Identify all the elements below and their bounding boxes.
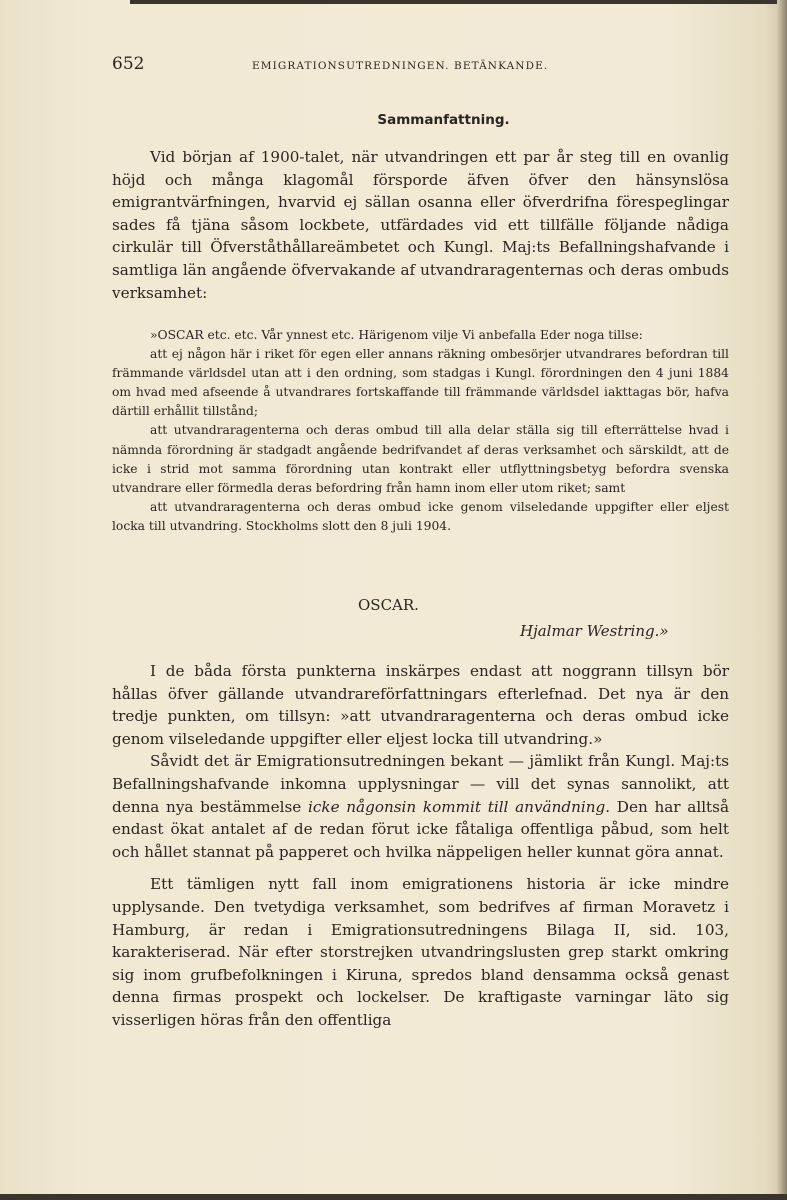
paragraph-3-end: Den har alltså endast ökat antalet af de redan förut icke fåtaliga offentliga påbud, som helt och hållet stannat på papperet och hvilka näppeligen heller kunnat göra annat. xyxy=(112,797,729,861)
main-body xyxy=(112,660,729,1032)
circular-block xyxy=(112,326,729,536)
section-title: Sammanfattning. xyxy=(377,112,510,128)
paragraph-3 xyxy=(112,750,729,863)
bottom-edge-rule xyxy=(0,1194,787,1200)
intro-paragraph: Vid början af 1900-talet, när utvandringen ett par år steg till en ovanlig höjd och många klagomål försporde äfven öfver den hänsynslösa emigrantvärfningen, hvarvid ej sällan osanna eller öfverdrifna förespeglingar sades få tjäna såsom lockbete, utfärdades vid ett tillfälle följande nådiga cirkulär till Öfverståthållareämbetet och Kungl. Maj:ts Befallningshafvande i samtliga län angående öfvervakande af utvandraragenternas och deras ombuds verksamhet: xyxy=(112,148,729,302)
running-head: EMIGRATIONSUTREDNINGEN. BETÄNKANDE. xyxy=(252,60,549,72)
paragraph-3-emphasis: icke någonsin kommit till användning. xyxy=(308,797,611,816)
paragraph-2: I de båda första punkterna inskärpes endast att noggrann tillsyn bör hållas öfver gällande utvandrareförfattningars efterlefnad. Det nya är den tredje punkten, om tillsyn: »att utvandraragenterna och deras ombud icke genom vilseledande uppgifter eller eljest locka till utvandring.» xyxy=(112,662,729,748)
paragraph-3-start: Såvidt det är Emigrationsutredningen bekant — jämlikt från Kungl. Maj:ts Befallningshafvande inkomna upplysningar — vill det synas sannolikt, att denna nya bestämmelse xyxy=(112,752,729,816)
signature-king: OSCAR. xyxy=(358,596,419,614)
circular-opening: »OSCAR etc. etc. Vår ynnest etc. Härigenom vilje Vi anbefalla Eder noga tillse: xyxy=(150,328,643,342)
intro-block xyxy=(112,146,729,304)
page-header xyxy=(112,54,732,76)
circular-item-2: att utvandraragenterna och deras ombud till alla delar ställa sig till efterrättelse hvad i nämnda förordning är stadgadt angående bedrifvandet af deras verksamhet och särskildt, att de icke i strid mot samma förordning utan kontrakt eller utflyttningsbetyg befordra svenska utvandrare eller förmedla deras befordring från hamn inom eller utom riket; samt xyxy=(112,423,729,495)
page-binding-edge xyxy=(777,0,787,1200)
top-edge-rule xyxy=(130,0,787,4)
section-title-wrap xyxy=(0,112,787,128)
paragraph-4: Ett tämligen nytt fall inom emigrationens historia är icke mindre upplysande. Den tvetydiga verksamhet, som bedrifves af firman Moravetz i Hamburg, är redan i Emigrationsutredningens Bilaga II, sid. 103, karakteriserad. När efter storstrejken utvandringslusten grep starkt omkring sig inom grufbefolkningen i Kiruna, spredos bland densamma också genast denna firmas prospekt och lockelser. De kraftigaste varningar läto sig visserligen höras från den offentliga xyxy=(112,875,729,1029)
page-number: 652 xyxy=(112,54,145,74)
circular-item-3: att utvandraragenterna och deras ombud icke genom vilseledande uppgifter eller eljest locka till utvandring. Stockholms slott den 8 juli 1904. xyxy=(112,499,729,533)
signature-minister: Hjalmar Westring.» xyxy=(520,622,669,640)
circular-item-1: att ej någon här i riket för egen eller annans räkning ombesörjer utvandrares befordran till främmande världsdel utan att i den ordning, som stadgas i Kungl. förordningen den 4 juni 1884 om hvad med afseende å utvandrares fortskaffande till främmande världsdel iakttagas bör, hafva därtill erhållit tillstånd; xyxy=(112,347,729,419)
